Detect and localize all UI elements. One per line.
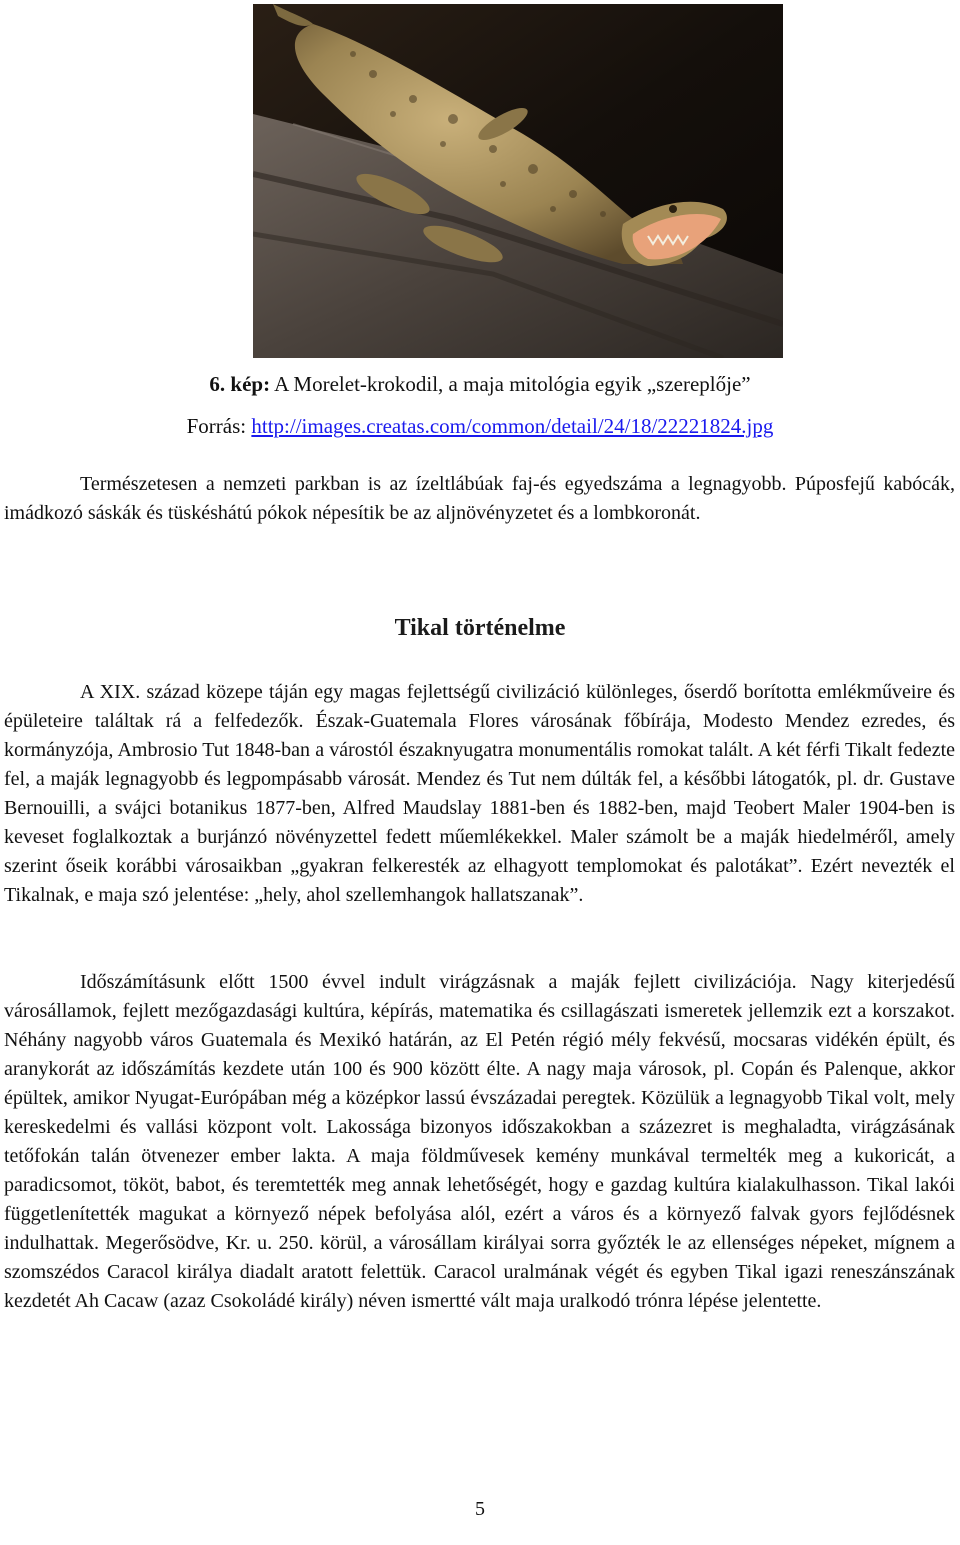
history-paragraph-1: A XIX. század közepe táján egy magas fejlettségű civilizáció különleges, őserdő borította emlékműveire és épületeire találtak rá a felfedezők. Észak-Guatemala Flores városának főbírája, Modesto Mendez ezredes, és kormányzója, Ambrosio Tut 1848-ban a várostól északnyugatra monumentális romokat talált. A két férfi Tikalt fedezte fel, a maják legnagyobb és legpompásabb városát. Mendez és Tut nem dúlták fel, a későbbi látogatók, pl. dr. Gustave Bernouilli, a svájci botanikus 1877-ben, Alfred Maudslay 1881-ben és 1882-ben, majd Teobert Maler 1904-ben is keveset foglalkoztak a burjánzó növényzettel fedett műemlékekkel. Maler számolt be a maják hiedelméről, amely szerint őseik korábbi városaikban „gyakran felkeresték az elhagyott templomokat és palotákat”. Ezért nevezték el Tikalnak, e maja szó jelentése: „hely, ahol szellemhangok hallatszanak”. [4,681,955,906]
figure-source [0,413,960,439]
intro-paragraph: Természetesen a nemzeti parkban is az ízeltlábúak faj-és egyedszáma a legnagyobb. Púposfejű kabócák, imádkozó sáskák és tüskéshátú pókok népesítik be az aljnövényzetet és a lombkoronát. [4,473,955,524]
figure-caption-text: A Morelet-krokodil, a maja mitológia egyik „szereplője” [270,372,751,396]
page-number: 5 [475,1498,485,1520]
crocodile-photo [253,4,783,358]
figure-caption [0,371,960,397]
crocodile-illustration [253,4,783,358]
figure-source-label: Forrás: [186,414,252,438]
figure-caption-label: 6. kép: [209,372,271,396]
history-paragraph-2: Időszámításunk előtt 1500 évvel indult virágzásnak a maják fejlett civilizációja. Nagy kiterjedésű városállamok, fejlett mezőgazdasági kultúra, képírás, matematika és csillagászati ismeretek jellemzik ezt a korszakot. Néhány nagyobb város Guatemala és Mexikó határán, az El Petén régió mély fekvésű, mocsaras vidékén épült, és aranykorát az időszámítás kezdete után 100 és 900 között élte. A nagy maja városok, pl. Copán és Palenque, akkor épültek, amikor Nyugat-Európában még a középkor lassú évszázadai peregtek. Közülük a legnagyobb Tikal volt, mely kereskedelmi és vallási központ volt. Lakossága bizonyos időszakokban a százezret is meghaladta, virágzásának tetőfokán talán ötvenezer ember lakta. A maja földművesek kemény munkával termelték meg a kukoricát, a paradicsomot, tököt, babot, és teremtették meg annak lehetőségét, hogy e gazdag kultúra kialakulhasson. Tikal lakói függetlenítették magukat a környező népek befolyása alól, ezért a város és a környező falvak gyors fejlődésnek indulhattak. Megerősödve, Kr. u. 250. körül, a városállam királyai sorra győzték le az ellenséges népeket, mígnem a szomszédos Caracol királya diadalt aratott felettük. Caracol uralmának végét és egyben Tikal igazi reneszánszának kezdetét Ah Cacaw (azaz Csokoládé király) néven ismertté vált maja uralkodó trónra lépése jelentette. [4,971,955,1312]
section-heading: Tikal történelme [394,615,566,641]
figure-source-link[interactable]: http://images.creatas.com/common/detail/24/18/22221824.jpg [251,414,774,438]
